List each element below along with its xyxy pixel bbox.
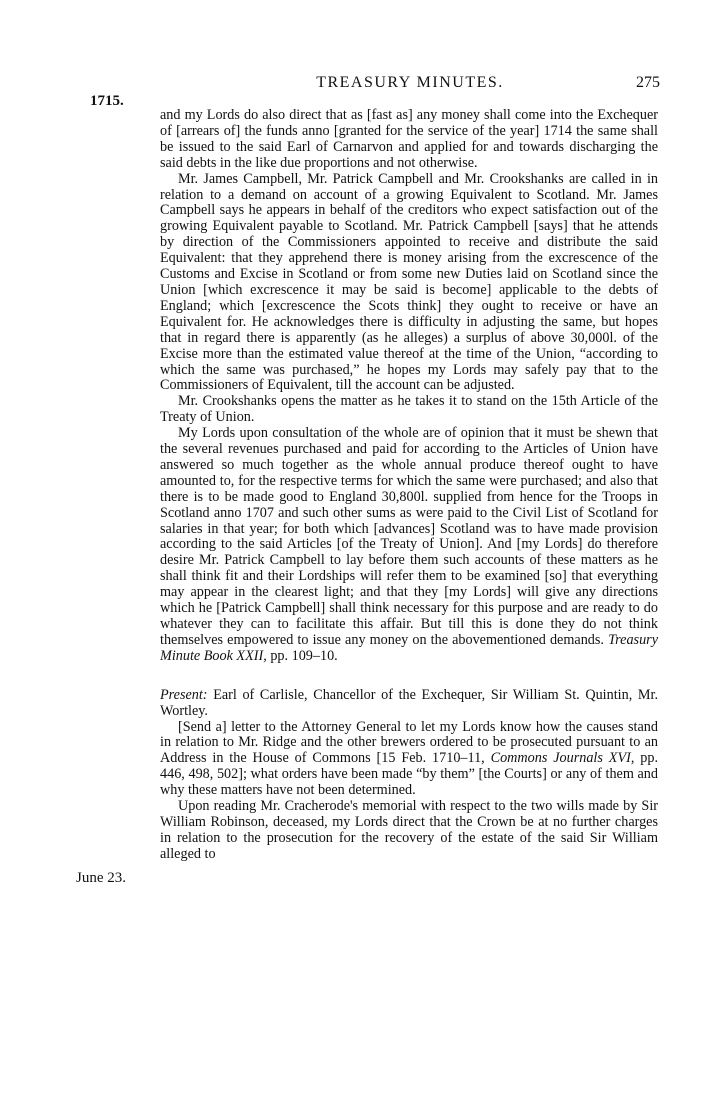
page-header <box>160 74 660 96</box>
source-citation: Treasury Minute Book XXII, <box>160 631 658 664</box>
present-label: Present: <box>160 686 208 703</box>
source-pages: pp. 109–10. <box>270 647 338 664</box>
entry2-paragraph-3: Upon reading Mr. Cracherode's memorial with respect to the two wills made by Sir William Robinson, deceased, my Lords direct that the Crown be at no further charges in relation to the prosecution for the recovery of the estate of the said Sir William alleged to <box>160 798 658 862</box>
margin-year: 1715. <box>90 93 124 109</box>
entry-date: June 23. <box>76 870 126 886</box>
running-title: TREASURY MINUTES. <box>316 74 504 91</box>
journal-citation: Commons Journals XVI, <box>490 750 635 767</box>
entry1-paragraph-4-text: My Lords upon consultation of the whole are of opinion that it must be shewn that the several revenues purchased and paid for according to the Articles of Union have answered so much together as the whole annual produce thereof ought to have amounted to, for the respective terms for which the same were purchased; and also that there is to be made good to England 30,800l. supplied from hence for the Troops in Scotland anno 1707 and such other sums as were paid to the Civil List of Scotland for salaries in that year; for both which [advances] Scotland was to have made provision according to the said Articles [of the Treaty of Union]. And [my Lords] do therefore desire Mr. Patrick Campbell to lay before them such accounts of these matters as he shall think fit and their Lordships will refer them to be examined [so] that everything may appear in the clearest light; and that they [my Lords] will give any directions which he [Patrick Campbell] shall think necessary for this purpose and are ready to do whatever they can to facilitate this affair. But till this is done they do not think themselves empowered to issue any money on the abovementioned demands. <box>160 425 658 648</box>
entry2-paragraph-2 <box>160 720 658 800</box>
body-text <box>160 108 658 863</box>
entry1-paragraph-4 <box>160 426 658 665</box>
present-line <box>160 688 658 720</box>
entry2-paragraph-2-b: pp. 446, 498, 502]; what orders have been made “by them” [the Courts] or any of them and why these matters have not been determined. <box>160 750 659 799</box>
entry2-paragraph-2-a: [Send a] letter to the Attorney General to let my Lords know how the causes stand in relation to Mr. Ridge and the other brewers ordered to be prosecuted pursuant to an Address in the House of Commons [15 Feb. 1710–11, <box>160 718 658 767</box>
entry1-paragraph-1: and my Lords do also direct that as [fast as] any money shall come into the Exchequer of [arrears of] the funds anno [granted for the service of the year] 1714 the same shall be issued to the said Earl of Carnarvon and applied for and towards discharging the said debts in the like due proportions and not otherwise. <box>160 107 658 171</box>
entry1-paragraph-2: Mr. James Campbell, Mr. Patrick Campbell and Mr. Crookshanks are called in in relation to a demand on account of a growing Equivalent to Scotland. Mr. James Campbell says he appears in behalf of the creditors who expect satisfaction out of the growing Equivalent payable to Scotland. Mr. Patrick Campbell [says] that he attends by direction of the Commissioners appointed to receive and distribute the said Equivalent: that they apprehend there is money arising from the excrescence of the Customs and Excise in Scotland or from some new Duties laid on Scotland since the Union [which excrescence it may be said is become] applicable to the debts of England; which [excrescence the Scots think] they ought to receive or have an Equivalent for. He acknowledges there is difficulty in adjusting the same, but hopes that in regard there is apparently (as he alleges) a surplus of above 30,000l. of the Excise more than the estimated value thereof at the time of the Union, “according to which the same was purchased,” he hopes my Lords may safely pay that to the Commissioners of Equivalent, till the account can be adjusted. <box>160 170 658 394</box>
entry-gap <box>160 665 658 688</box>
page-number: 275 <box>636 74 660 91</box>
entry1-paragraph-3: Mr. Crookshanks opens the matter as he takes it to stand on the 15th Article of the Treaty of Union. <box>160 393 658 426</box>
present-names: Earl of Carlisle, Chancellor of the Exchequer, Sir William St. Quintin, Mr. Wortley. <box>160 686 658 719</box>
